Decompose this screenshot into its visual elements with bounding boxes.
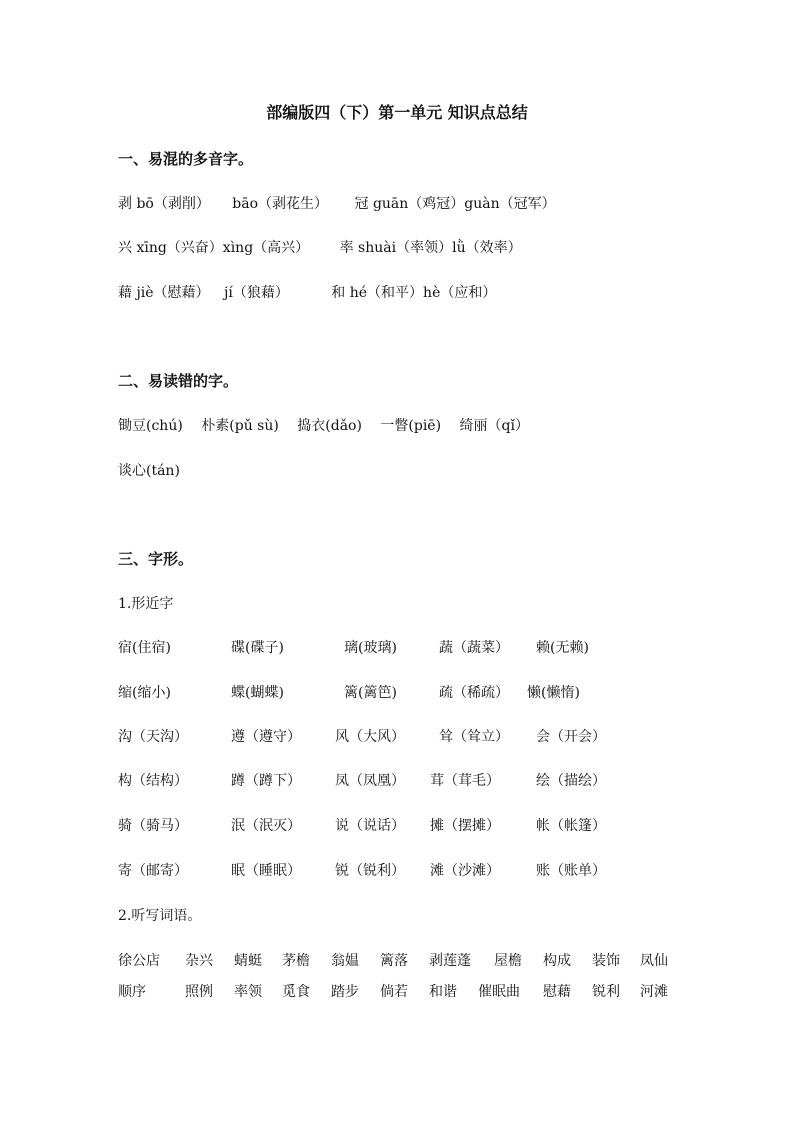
misread-item: 捣衣(dǎo): [297, 418, 362, 434]
similar-chars-row: [118, 637, 758, 657]
similar-char: 泯（泯灭）: [231, 818, 301, 834]
similar-char: 绘（描绘）: [536, 773, 606, 789]
dictation-word: 篱落: [380, 953, 408, 969]
polyphone-item: 率 shuài（率领）lǜ（效率）: [339, 240, 522, 256]
dictation-word: 凤仙: [640, 953, 668, 969]
dictation-word: 踏步: [331, 984, 359, 1000]
dictation-word: 锐利: [592, 984, 620, 1000]
similar-char: 摊（摆摊）: [430, 818, 500, 834]
misread-item: 一瞥(piē): [380, 418, 442, 434]
misread-line-2: 谈心(tán): [118, 463, 180, 479]
similar-char: 蝶(蝴蝶): [231, 685, 284, 701]
similar-char: 茸（茸毛）: [430, 773, 500, 789]
similar-char: 宿(住宿): [118, 640, 171, 656]
similar-chars-row: [118, 815, 758, 835]
dictation-word: 率领: [234, 984, 262, 1000]
similar-char: 眠（睡眠）: [231, 863, 301, 879]
dictation-word: 翁媪: [331, 953, 359, 969]
dictation-word: 和谐: [429, 984, 457, 1000]
dictation-word: 装饰: [592, 953, 620, 969]
dictation-row: [118, 950, 758, 970]
dictation-word: 屋檐: [494, 953, 522, 969]
polyphone-item: 藉 jiè（慰藉）: [118, 285, 210, 301]
misread-item: 绮丽（qǐ）: [459, 418, 529, 434]
similar-char: 缩(缩小): [118, 685, 171, 701]
polyphone-item: bāo（剥花生）: [232, 196, 329, 212]
misread-item: 锄豆(chú): [118, 418, 183, 434]
similar-char: 赖(无赖): [536, 640, 589, 656]
similar-char: 懒(懒惰): [527, 685, 580, 701]
similar-char: 构（结构）: [118, 773, 188, 789]
dictation-word: 倘若: [380, 984, 408, 1000]
polyphone-line-3: [118, 282, 496, 302]
similar-char: 篱(篱笆): [344, 685, 397, 701]
dictation-word: 河滩: [640, 984, 668, 1000]
dictation-word: 蜻蜓: [234, 953, 262, 969]
polyphone-item: 兴 xīng（兴奋）xìng（高兴）: [118, 240, 310, 256]
section-1-heading: 一、易混的多音字。: [118, 150, 254, 168]
dictation-word: 觅食: [282, 984, 310, 1000]
dictation-word: 催眠曲: [478, 984, 520, 1000]
similar-char: 疏（稀疏）: [439, 685, 509, 701]
dictation-word: 顺序: [118, 984, 146, 1000]
similar-char: 璃(玻璃): [344, 640, 397, 656]
polyphone-item: 和 hé（和平）hè（应和）: [331, 285, 497, 301]
similar-char: 凤（凤凰）: [335, 773, 405, 789]
similar-char: 骑（骑马）: [118, 818, 188, 834]
similar-char: 说（说话）: [335, 818, 405, 834]
dictation-word: 构成: [543, 953, 571, 969]
section-3-heading: 三、字形。: [118, 550, 194, 568]
similar-char: 耸（耸立）: [439, 729, 509, 745]
dictation-word: 剥莲蓬: [429, 953, 471, 969]
dictation-word: 徐公店: [118, 953, 160, 969]
similar-char: 风（大风）: [335, 729, 405, 745]
similar-chars-row: [118, 726, 758, 746]
dictation-subheading: 2.听写词语。: [118, 908, 202, 924]
similar-char: 会（开会）: [536, 729, 606, 745]
page-title: 部编版四（下）第一单元 知识点总结: [266, 103, 528, 122]
polyphone-line-2: [118, 237, 522, 257]
similar-char: 帐（帐篷）: [536, 818, 606, 834]
similar-char: 蹲（蹲下）: [231, 773, 301, 789]
similar-char: 沟（天沟）: [118, 729, 188, 745]
misread-line-1: [118, 415, 529, 435]
polyphone-item: jí（狼藉）: [224, 285, 289, 301]
polyphone-item: 剥 bō（剥削）: [118, 196, 210, 212]
dictation-word: 照例: [185, 984, 213, 1000]
similar-chars-row: [118, 682, 758, 702]
similar-char: 寄（邮寄）: [118, 863, 188, 879]
dictation-word: 茅檐: [282, 953, 310, 969]
similar-chars-row: [118, 860, 758, 880]
similar-chars-row: [118, 770, 758, 790]
similar-char: 遵（遵守）: [231, 729, 301, 745]
dictation-word: 慰藉: [543, 984, 571, 1000]
similar-chars-subheading: 1.形近字: [118, 596, 174, 612]
dictation-word: 杂兴: [185, 953, 213, 969]
similar-char: 碟(碟子): [231, 640, 284, 656]
section-2-heading: 二、易读错的字。: [118, 372, 239, 390]
similar-char: 滩（沙滩）: [430, 863, 500, 879]
dictation-row: [118, 981, 758, 1001]
similar-char: 锐（锐利）: [335, 863, 405, 879]
similar-char: 蔬（蔬菜）: [439, 640, 509, 656]
polyphone-item: 冠 guān（鸡冠）guàn（冠军）: [354, 196, 556, 212]
similar-char: 账（账单）: [536, 863, 606, 879]
misread-item: 朴素(pǔ sù): [201, 418, 279, 434]
polyphone-line-1: [118, 193, 556, 213]
